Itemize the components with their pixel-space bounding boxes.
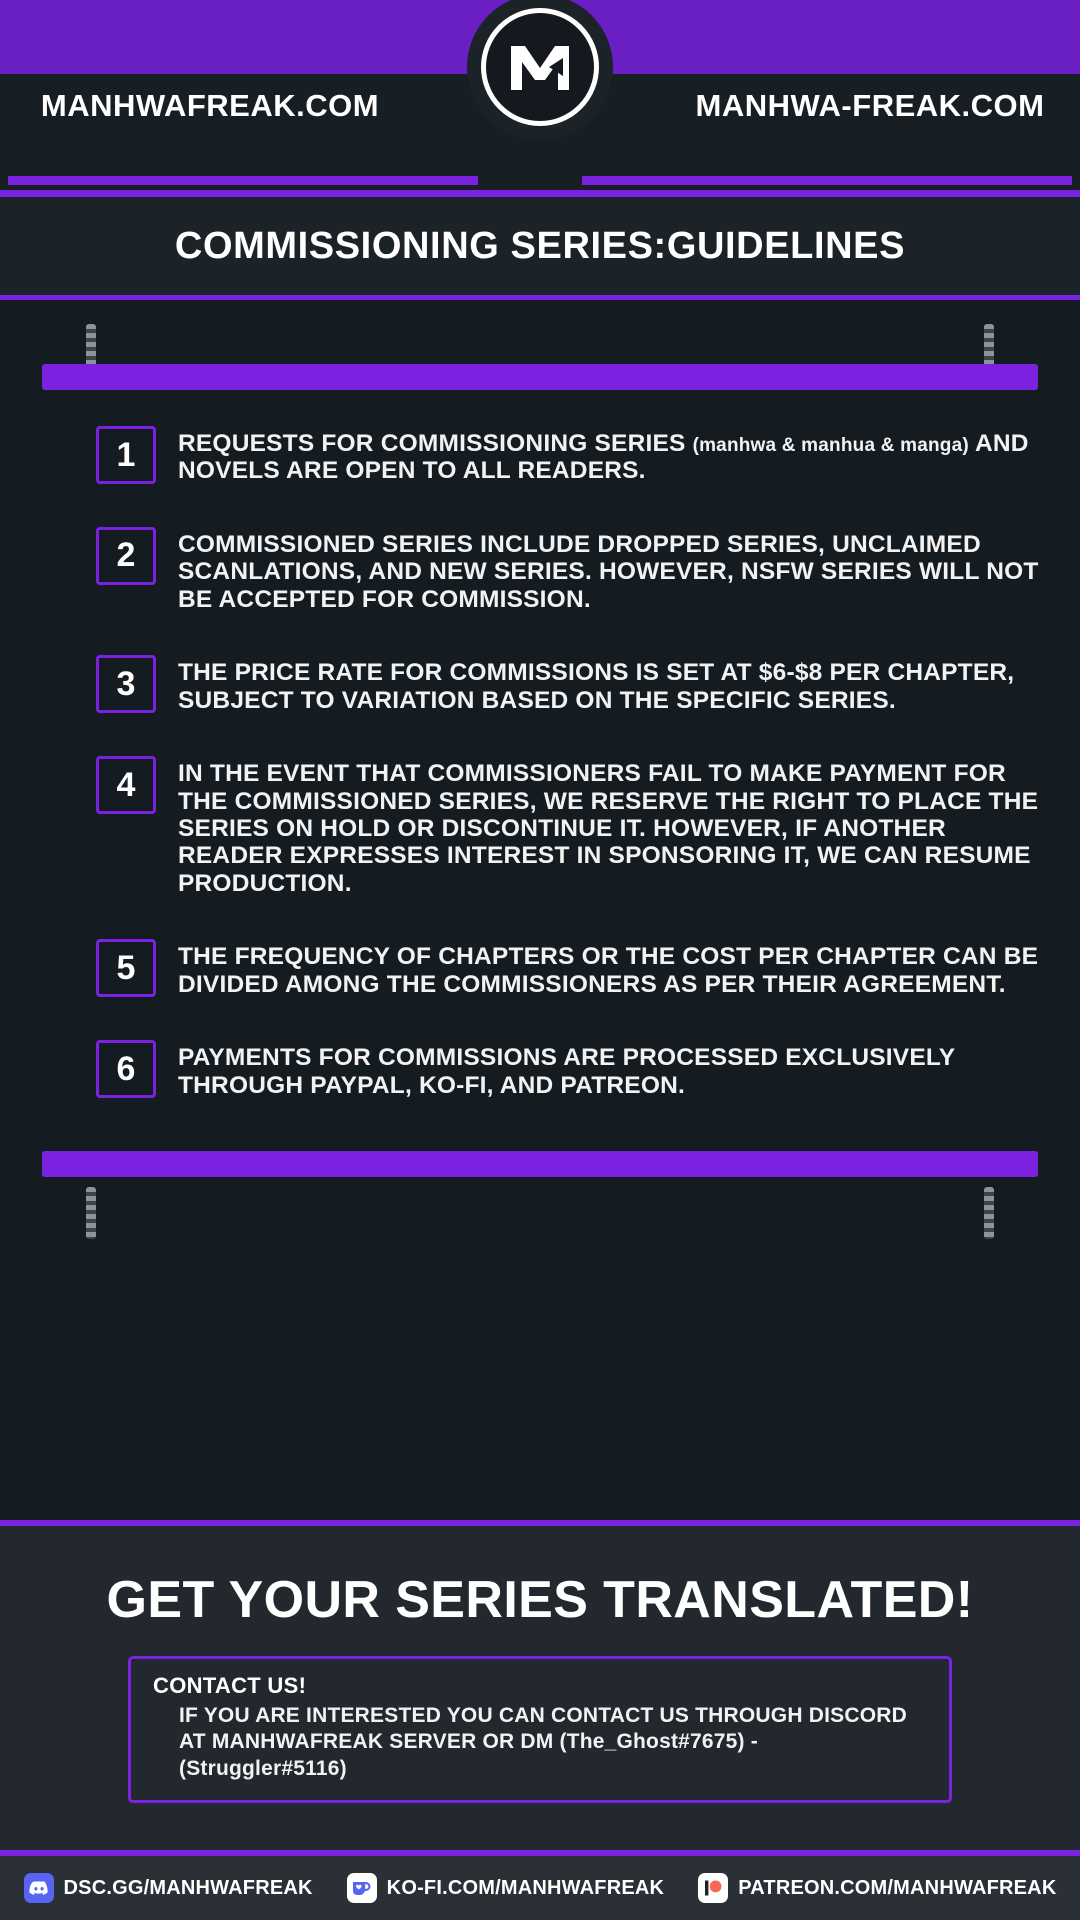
- page-title-suffix: GUIDELINES: [666, 224, 906, 267]
- rule-number: 5: [96, 939, 156, 997]
- rule-number: 2: [96, 527, 156, 585]
- rule-text-note: (manhwa & manhua & manga): [692, 435, 969, 456]
- rule-number: 3: [96, 655, 156, 713]
- link-discord-label: DSC.GG/MANHWAFREAK: [63, 1876, 313, 1899]
- contact-box: [128, 1656, 952, 1803]
- header-underbar-left: [8, 176, 478, 185]
- link-patreon[interactable]: [698, 1873, 1056, 1903]
- page-title: [175, 225, 905, 268]
- rule-number: 4: [96, 756, 156, 814]
- rule-number: 1: [96, 426, 156, 484]
- link-discord[interactable]: [24, 1873, 313, 1903]
- footer-section: [0, 1520, 1080, 1850]
- logo-badge: [467, 0, 613, 140]
- title-band: [0, 190, 1080, 300]
- list-item: [96, 1040, 1040, 1099]
- contact-title: CONTACT US!: [153, 1673, 307, 1698]
- link-kofi-label: KO-FI.COM/MANHWAFREAK: [386, 1876, 665, 1899]
- manhwafreak-logo-icon: [505, 38, 575, 96]
- site-name-left[interactable]: MANHWAFREAK.COM: [40, 88, 380, 123]
- rule-text: COMMISSIONED SERIES INCLUDE DROPPED SERIES, UNCLAIMED SCANLATIONS, AND NEW SERIES. HOWEVER, NSFW SERIES WILL NOT BE ACCEPTED FOR COMMISSION.: [178, 530, 1039, 613]
- rules-list: [0, 400, 1080, 1099]
- divider-bar-bottom: [42, 1151, 1038, 1177]
- list-item: [96, 527, 1040, 613]
- site-name-right[interactable]: MANHWA-FREAK.COM: [695, 88, 1045, 123]
- rule-text: THE PRICE RATE FOR COMMISSIONS IS SET AT $6-$8 PER CHAPTER, SUBJECT TO VARIATION BASED ON THE SPECIFIC SERIES.: [178, 659, 1015, 714]
- link-patreon-label: PATREON.COM/MANHWAFREAK: [738, 1876, 1057, 1899]
- header: [0, 0, 1080, 190]
- guidelines-body: [0, 300, 1080, 1520]
- patreon-icon: [698, 1873, 728, 1903]
- link-kofi[interactable]: [347, 1873, 665, 1903]
- rule-text-part-b: AND NOVELS ARE OPEN TO ALL READERS.: [178, 430, 1029, 485]
- footer-headline: GET YOUR SERIES TRANSLATED!: [106, 1571, 974, 1629]
- rule-text-part-a: REQUESTS FOR COMMISSIONING SERIES: [178, 430, 693, 457]
- rule-text: [178, 426, 1040, 485]
- rule-text: THE FREQUENCY OF CHAPTERS OR THE COST PER CHAPTER CAN BE DIVIDED AMONG THE COMMISSIONERS AS PER THEIR AGREEMENT.: [178, 943, 1039, 998]
- contact-line-1: IF YOU ARE INTERESTED YOU CAN CONTACT US THROUGH DISCORD: [179, 1704, 907, 1727]
- social-links-bar: [0, 1850, 1080, 1920]
- logo-circle: [481, 8, 599, 126]
- divider-bar-top: [42, 364, 1038, 390]
- rule-text: IN THE EVENT THAT COMMISSIONERS FAIL TO MAKE PAYMENT FOR THE COMMISSIONED SERIES, WE RESERVE THE RIGHT TO PLACE THE SERIES ON HOLD OR DISCONTINUE IT. HOWEVER, IF ANOTHER READER EXPRESSES INTEREST IN SPONSORING IT, WE CAN RESUME PRODUCTION.: [178, 760, 1039, 897]
- chain-right-icon: [984, 1187, 994, 1239]
- list-item: [96, 939, 1040, 998]
- top-hanging-bar: [0, 300, 1080, 400]
- list-item: [96, 426, 1040, 485]
- list-item: [96, 756, 1040, 897]
- discord-icon: [24, 1873, 54, 1903]
- kofi-icon: [347, 1873, 377, 1903]
- rule-number: 6: [96, 1040, 156, 1098]
- header-underbar-right: [582, 176, 1072, 185]
- page-title-separator: :: [653, 224, 667, 267]
- bottom-hanging-bar: [0, 1141, 1080, 1241]
- contact-line-2: AT MANHWAFREAK SERVER OR DM (The_Ghost#7675) - (Struggler#5116): [179, 1730, 758, 1780]
- rule-text: PAYMENTS FOR COMMISSIONS ARE PROCESSED EXCLUSIVELY THROUGH PAYPAL, KO-FI, AND PATREON.: [178, 1044, 955, 1099]
- chain-left-icon: [86, 1187, 96, 1239]
- page-title-main: COMMISSIONING SERIES: [174, 224, 654, 267]
- list-item: [96, 655, 1040, 714]
